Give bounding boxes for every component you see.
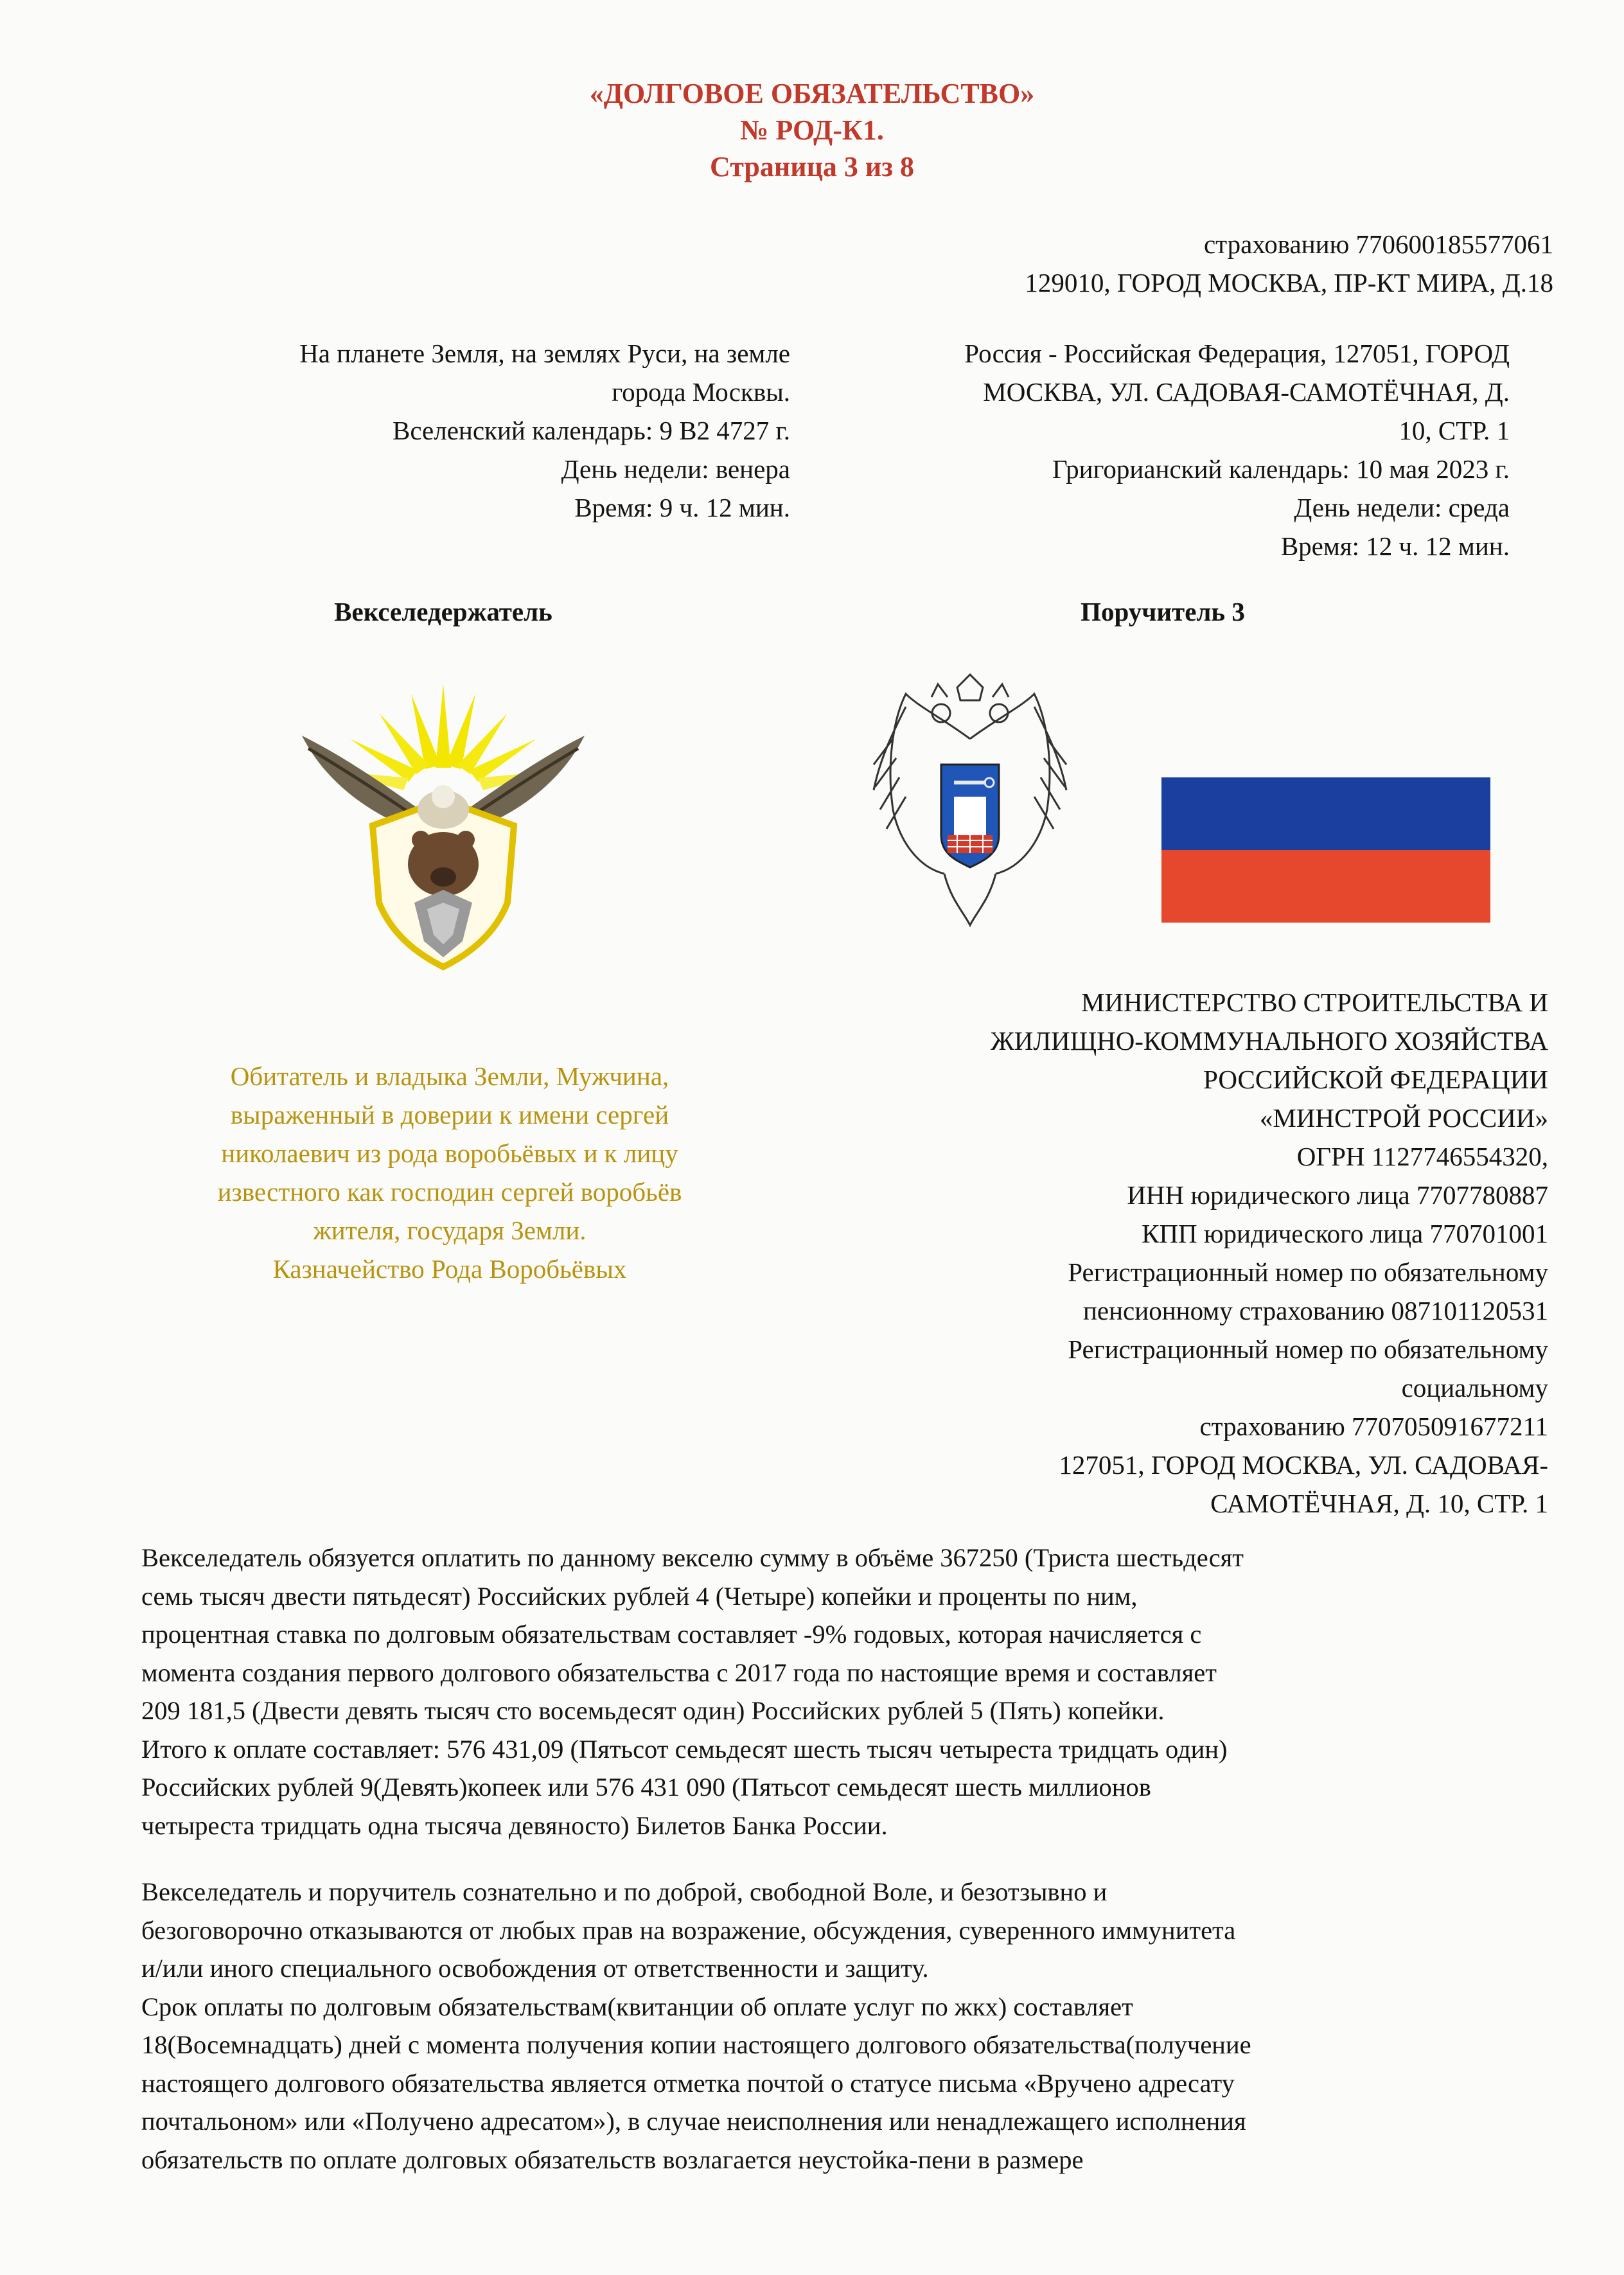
text-line: ИНН юридического лица 7707780887 xyxy=(1127,1180,1548,1210)
text-line: города Москвы. xyxy=(612,377,790,407)
text-line: 209 181,5 (Двести девять тысяч сто восемьдесят один) Российских рублей 5 (Пять) копейки. xyxy=(141,1696,1165,1725)
page-indicator: Страница 3 из 8 xyxy=(710,151,914,182)
text-line: САМОТЁЧНАЯ, Д. 10, СТР. 1 xyxy=(1210,1489,1548,1518)
guarantor-place-block xyxy=(829,334,1510,565)
text-line: 10, СТР. 1 xyxy=(1399,416,1510,445)
text-line: ОГРН 1127746554320, xyxy=(1296,1142,1548,1171)
text-line: На планете Земля, на землях Руси, на земле xyxy=(299,339,790,368)
text-line: Обитатель и владыка Земли, Мужчина, xyxy=(230,1061,669,1091)
text-line: 129010, ГОРОД МОСКВА, ПР-КТ МИРА, Д.18 xyxy=(1025,268,1553,297)
text-line: жителя, государя Земли. xyxy=(313,1216,587,1245)
text-line: и/или иного специального освобождения от ответственности и защиту. xyxy=(141,1954,929,1983)
text-line: безоговорочно отказываются от любых прав на возражение, обсуждения, суверенного иммунитета xyxy=(141,1915,1236,1945)
russian-flag-icon xyxy=(1161,777,1490,923)
text-line: Регистрационный номер по обязательному xyxy=(1068,1334,1548,1364)
guarantor-heading: Поручитель 3 xyxy=(1081,597,1245,626)
text-line: Время: 12 ч. 12 мин. xyxy=(1280,531,1510,561)
text-line: известного как господин сергей воробьёв xyxy=(217,1177,682,1207)
text-line: Российских рублей 9(Девять)копеек или 576 431 090 (Пятьсот семьдесят шесть миллионов xyxy=(141,1773,1151,1801)
sun-eagle-bear-emblem-icon xyxy=(283,659,604,980)
text-line: пенсионному страхованию 087101120531 xyxy=(1082,1296,1548,1325)
holder-place-block xyxy=(128,334,790,527)
text-line: Регистрационный номер по обязательному xyxy=(1068,1257,1548,1287)
text-line: Итого к оплате составляет: 576 431,09 (Пятьсот семьдесят шесть тысяч четыреста тридцать один) xyxy=(141,1734,1228,1764)
document-number: № РОД-К1. xyxy=(740,114,884,146)
text-line: Григорианский календарь: 10 мая 2023 г. xyxy=(1052,454,1510,484)
text-line: страхованию 770600185577061 xyxy=(1203,229,1553,259)
double-headed-eagle-coat-of-arms-icon xyxy=(867,668,1073,938)
text-line: КПП юридического лица 770701001 xyxy=(1142,1219,1548,1248)
text-line: настоящего долгового обязательства является отметка почтой о статусе письма «Вручено адресату xyxy=(141,2068,1235,2098)
guarantor-identity xyxy=(797,983,1548,1523)
text-line: Россия - Российская Федерация, 127051, ГОРОД xyxy=(964,339,1510,368)
text-line: страхованию 770705091677211 xyxy=(1199,1412,1548,1441)
holder-identity xyxy=(116,1057,784,1288)
text-line: МОСКВА, УЛ. САДОВАЯ-САМОТЁЧНАЯ, Д. xyxy=(983,377,1510,407)
text-line: Вселенский календарь: 9 В2 4727 г. xyxy=(393,416,790,445)
text-line: «МИНСТРОЙ РОССИИ» xyxy=(1259,1103,1548,1133)
top-right-address xyxy=(718,225,1553,302)
text-line: процентная ставка по долговым обязательствам составляет -9% годовых, которая начисляется с xyxy=(141,1620,1202,1649)
payment-terms-paragraph xyxy=(141,1539,1542,1845)
text-line: День недели: венера xyxy=(561,454,790,484)
text-line: почтальоном» или «Получено адресатом»), в случае неисполнения или ненадлежащего исполнения xyxy=(141,2107,1246,2136)
text-line: социальному xyxy=(1401,1373,1548,1403)
holder-heading: Векселедержатель xyxy=(334,597,552,626)
text-line: семь тысяч двести пятьдесят) Российских рублей 4 (Четыре) копейки и проценты по ним, xyxy=(141,1581,1138,1611)
text-line: Время: 9 ч. 12 мин. xyxy=(574,493,790,522)
text-line: николаевич из рода воробьёвых и к лицу xyxy=(221,1138,678,1168)
text-line: момента создания первого долгового обязательства с 2017 года по настоящие время и составляет xyxy=(141,1658,1217,1687)
text-line: четыреста тридцать одна тысяча девяносто) Билетов Банка России. xyxy=(141,1810,888,1840)
text-line: ЖИЛИЩНО-КОММУНАЛЬНОГО ХОЗЯЙСТВА xyxy=(990,1026,1548,1056)
text-line: День недели: среда xyxy=(1294,493,1510,522)
text-line: РОССИЙСКОЙ ФЕДЕРАЦИИ xyxy=(1203,1065,1548,1094)
text-line: Срок оплаты по долговым обязательствам(квитанции об оплате услуг по жкх) составляет xyxy=(141,1992,1133,2021)
text-line: выраженный в доверии к имени сергей xyxy=(230,1100,669,1129)
text-line: обязательств по оплате долговых обязательств возлагается неустойка-пени в размере xyxy=(141,2145,1084,2174)
text-line: Векселедатель обязуется оплатить по данному векселю сумму в объёме 367250 (Триста шестьдесят xyxy=(141,1543,1244,1572)
text-line: Казначейство Рода Воробьёвых xyxy=(272,1254,627,1284)
text-line: 127051, ГОРОД МОСКВА, УЛ. САДОВАЯ- xyxy=(1059,1450,1548,1480)
text-line: 18(Восемнадцать) дней с момента получения копии настоящего долгового обязательства(получение xyxy=(141,2030,1251,2059)
waiver-and-deadline-paragraph xyxy=(141,1873,1542,2179)
text-line: МИНИСТЕРСТВО СТРОИТЕЛЬСТВА И xyxy=(1081,987,1548,1017)
text-line: Векселедатель и поручитель сознательно и по доброй, свободной Воле, и безотзывно и xyxy=(141,1877,1108,1906)
document-title: «ДОЛГОВОЕ ОБЯЗАТЕЛЬСТВО» xyxy=(589,78,1035,109)
